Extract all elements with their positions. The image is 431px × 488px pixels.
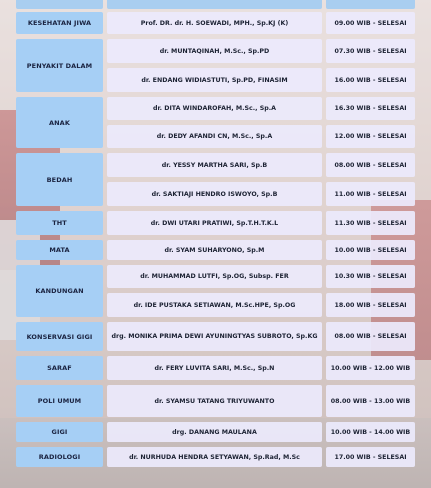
- table-row: [107, 182, 415, 206]
- table-row: [107, 39, 415, 63]
- doctor-name-cell: dr. SYAMSU TATANG TRIYUWANTO: [107, 385, 322, 417]
- table-row: [107, 447, 415, 467]
- department-cell: ANAK: [16, 97, 103, 148]
- practice-time-cell: 11.00 WIB - SELESAI: [326, 182, 415, 206]
- department-cell: PENYAKIT DALAM: [16, 39, 103, 92]
- table-row: [107, 97, 415, 120]
- doctor-name-cell: drg. DANANG MAULANA: [107, 422, 322, 442]
- table-row: [107, 293, 415, 317]
- schedule-groups: [16, 12, 415, 467]
- practice-time-cell: 11.30 WIB - SELESAI: [326, 211, 415, 235]
- table-row: [107, 125, 415, 148]
- practice-time-cell: 17.00 WIB - SELESAI: [326, 447, 415, 467]
- department-cell: KANDUNGAN: [16, 265, 103, 317]
- department-cell: POLI UMUM: [16, 385, 103, 417]
- department-cell: KONSERVASI GIGI: [16, 322, 103, 351]
- practice-time-cell: 10.00 WIB - 12.00 WIB: [326, 356, 415, 380]
- doctor-name-cell: dr. MUHAMMAD LUTFI, Sp.OG, Subsp. FER: [107, 265, 322, 288]
- doctor-name-cell: drg. MONIKA PRIMA DEWI AYUNINGTYAS SUBROTO, Sp.KG: [107, 322, 322, 351]
- doctor-name-cell: dr. MUNTAQINAH, M.Sc., Sp.PD: [107, 39, 322, 63]
- practice-time-cell: 09.00 WIB - SELESAI: [326, 12, 415, 34]
- practice-time-cell: 10.00 WIB - SELESAI: [326, 240, 415, 260]
- department-cell: BEDAH: [16, 153, 103, 206]
- doctor-name-cell: dr. IDE PUSTAKA SETIAWAN, M.Sc.HPE, Sp.OG: [107, 293, 322, 317]
- table-row: [107, 211, 415, 235]
- schedule-group: [16, 12, 415, 34]
- doctor-name-cell: dr. ENDANG WIDIASTUTI, Sp.PD, FINASIM: [107, 68, 322, 92]
- department-cell: KESEHATAN JIWA: [16, 12, 103, 34]
- schedule-group: [16, 322, 415, 351]
- doctor-name-cell: dr. NURHUDA HENDRA SETYAWAN, Sp.Rad, M.Sc: [107, 447, 322, 467]
- schedule-group: [16, 447, 415, 467]
- practice-time-cell: 10.30 WIB - SELESAI: [326, 265, 415, 288]
- doctor-name-cell: Prof. DR. dr. H. SOEWADI, MPH., Sp.KJ (K): [107, 12, 322, 34]
- department-cell: GIGI: [16, 422, 103, 442]
- schedule-group: [16, 39, 415, 92]
- practice-time-cell: 07.30 WIB - SELESAI: [326, 39, 415, 63]
- table-row: [107, 153, 415, 177]
- table-row: [107, 356, 415, 380]
- doctor-name-cell: dr. FERY LUVITA SARI, M.Sc., Sp.N: [107, 356, 322, 380]
- practice-time-cell: 18.00 WIB - SELESAI: [326, 293, 415, 317]
- table-row: [107, 240, 415, 260]
- department-cell: RADIOLOGI: [16, 447, 103, 467]
- practice-time-cell: 08.00 WIB - SELESAI: [326, 322, 415, 351]
- schedule-group: [16, 385, 415, 417]
- practice-time-cell: 12.00 WIB - SELESAI: [326, 125, 415, 148]
- table-row: [107, 322, 415, 351]
- table-row: [107, 12, 415, 34]
- doctor-name-cell: dr. SAKTIAJI HENDRO ISWOYO, Sp.B: [107, 182, 322, 206]
- schedule-group: [16, 356, 415, 380]
- schedule-group: [16, 422, 415, 442]
- header-cell-department: [16, 0, 103, 9]
- schedule-group: [16, 211, 415, 235]
- practice-time-cell: 08.00 WIB - 13.00 WIB: [326, 385, 415, 417]
- table-row: [107, 265, 415, 288]
- schedule-group: [16, 97, 415, 148]
- table-row: [107, 68, 415, 92]
- department-cell: MATA: [16, 240, 103, 260]
- doctor-name-cell: dr. DITA WINDAROFAH, M.Sc., Sp.A: [107, 97, 322, 120]
- schedule-group: [16, 240, 415, 260]
- practice-time-cell: 10.00 WIB - 14.00 WIB: [326, 422, 415, 442]
- department-cell: SARAF: [16, 356, 103, 380]
- doctor-name-cell: dr. YESSY MARTHA SARI, Sp.B: [107, 153, 322, 177]
- schedule-group: [16, 153, 415, 206]
- doctor-name-cell: dr. DWI UTARI PRATIWI, Sp.T.H.T.K.L: [107, 211, 322, 235]
- practice-time-cell: 16.00 WIB - SELESAI: [326, 68, 415, 92]
- table-row: [107, 385, 415, 417]
- doctor-name-cell: dr. SYAM SUHARYONO, Sp.M: [107, 240, 322, 260]
- practice-time-cell: 16.30 WIB - SELESAI: [326, 97, 415, 120]
- header-cell-doctor: [107, 0, 322, 9]
- schedule-group: [16, 265, 415, 317]
- doctor-schedule-table: [16, 0, 415, 472]
- table-row: [107, 422, 415, 442]
- header-cell-time: [326, 0, 415, 9]
- department-cell: THT: [16, 211, 103, 235]
- table-header-strip: [16, 0, 415, 12]
- doctor-name-cell: dr. DEDY AFANDI CN, M.Sc., Sp.A: [107, 125, 322, 148]
- practice-time-cell: 08.00 WIB - SELESAI: [326, 153, 415, 177]
